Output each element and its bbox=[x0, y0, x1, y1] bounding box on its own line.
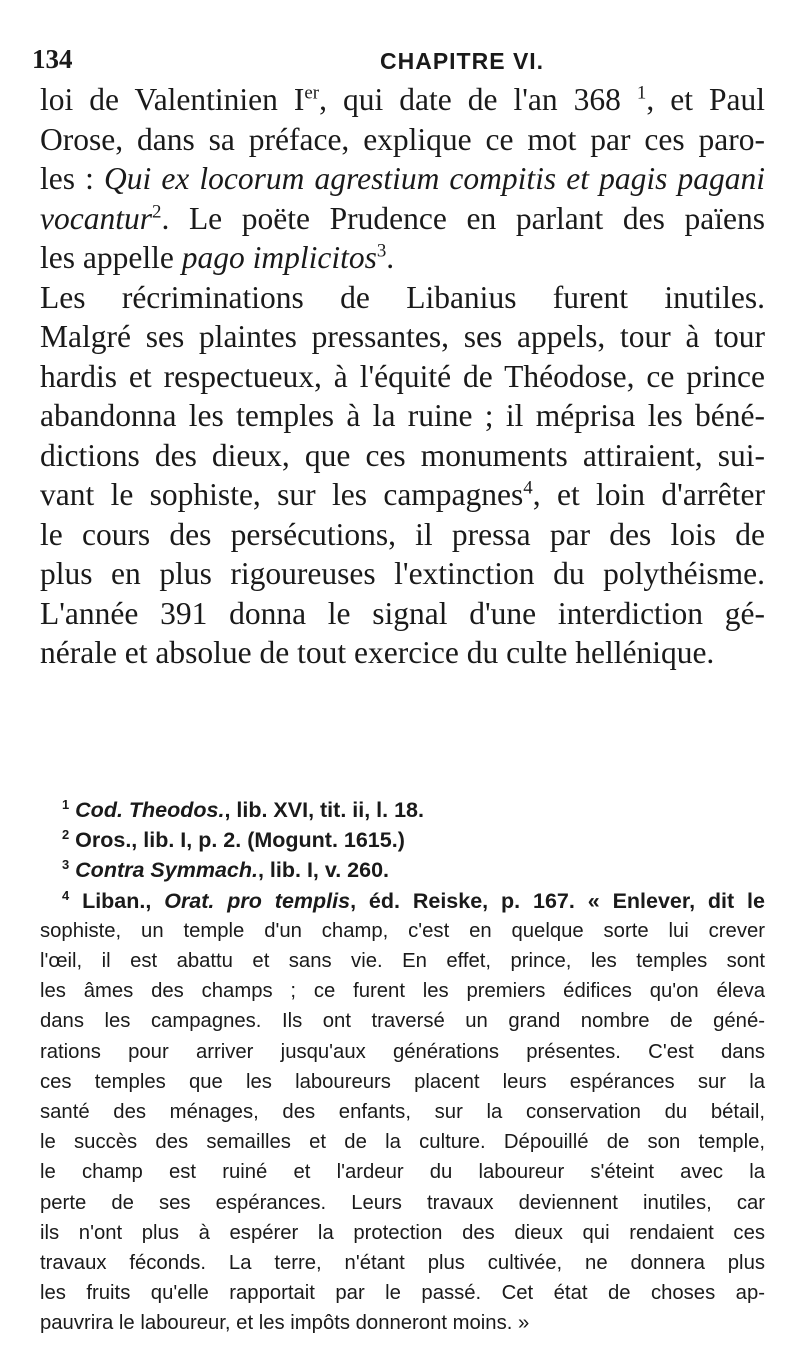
footnote-4-line: pauvrira le laboureur, et les impôts donneront moins. » bbox=[40, 1312, 530, 1335]
footnote-4-line: le champ est ruiné et l'ardeur du laboureur s'éteint avec la bbox=[40, 1161, 765, 1184]
chapter-title: CHAPITRE VI. bbox=[380, 48, 545, 74]
body-line-7: Malgré ses plaintes pressantes, ses appels, tour à tour bbox=[40, 319, 765, 354]
footnote-4-line: ils n'ont plus à espérer la protection des dieux qui rendaient ces bbox=[40, 1221, 765, 1244]
footnotes bbox=[40, 795, 765, 1339]
footnote-1: $^1$ Cod. Theodos., lib. XVI, tit. ii, l. 18. bbox=[62, 796, 424, 822]
footnote-4-line: ces temples que les laboureurs placent leurs espérances sur la bbox=[40, 1070, 765, 1093]
body-line-4: vocantur$^2$. Le poëte Prudence en parlant des païens bbox=[40, 200, 765, 236]
body-line-14: L'année 391 donna le signal d'une interdiction gé- bbox=[40, 595, 765, 631]
body-line-1: loi de Valentinien Ier, qui date de l'an 368 $^1$, et Paul bbox=[40, 82, 765, 117]
footnote-4-line: sophiste, un temple d'un champ, c'est en quelque sorte lui crever bbox=[40, 919, 765, 942]
footnote-4-line: perte de ses espérances. Leurs travaux deviennent inutiles, car bbox=[40, 1191, 765, 1214]
body-line-12: le cours des persécutions, il pressa par des lois de bbox=[40, 516, 765, 552]
footnote-4-head: $^4$ Liban., Orat. pro templis, éd. Reiske, p. 167. « Enlever, dit le bbox=[62, 887, 765, 913]
footnote-4-line: les fruits qu'elle rapportait par le passé. Cet état de choses ap- bbox=[40, 1282, 765, 1305]
main-text bbox=[40, 80, 765, 673]
footnote-4-line: dans les campagnes. Ils ont traversé un grand nombre de géné- bbox=[40, 1010, 765, 1033]
body-line-6: Les récriminations de Libanius furent inutiles. bbox=[40, 279, 765, 315]
footnote-4-line: l'œil, il est abattu et sans vie. En effet, prince, les temples sont bbox=[40, 950, 765, 973]
footnote-4-line: santé des ménages, des enfants, sur la conservation du bétail, bbox=[40, 1101, 765, 1124]
page-number: 134 bbox=[32, 44, 73, 74]
footnote-4-line: les âmes des champs ; ce furent les premiers édifices qu'on éleva bbox=[40, 980, 765, 1003]
footnote-2: $^2$ Oros., lib. I, p. 2. (Mogunt. 1615.) bbox=[62, 827, 405, 853]
body-line-5: les appelle pago implicitos$^3$. bbox=[40, 240, 395, 275]
body-line-10: dictions des dieux, que ces monuments attiraient, sui- bbox=[40, 437, 765, 473]
footnote-4-line: le succès des semailles et de la culture. Dépouillé de son temple, bbox=[40, 1131, 765, 1154]
body-line-8: hardis et respectueux, à l'équité de Théodose, ce prince bbox=[40, 358, 765, 394]
body-line-2: Orose, dans sa préface, explique ce mot par ces paro- bbox=[40, 121, 765, 157]
footnote-3: $^3$ Contra Symmach., lib. I, v. 260. bbox=[62, 857, 390, 883]
body-line-9: abandonna les temples à la ruine ; il méprisa les béné- bbox=[40, 398, 765, 433]
footnote-4-line: rations pour arriver jusqu'aux générations présentes. C'est dans bbox=[40, 1040, 765, 1063]
body-line-11: vant le sophiste, sur les campagnes$^4$, et loin d'arrêter bbox=[40, 477, 765, 512]
body-line-3: les : Qui ex locorum agrestium compitis et pagis pagani bbox=[40, 161, 765, 196]
body-line-15: nérale et absolue de tout exercice du culte hellénique. bbox=[40, 635, 715, 670]
body-line-13: plus en plus rigoureuses l'extinction du polythéisme. bbox=[40, 556, 765, 591]
footnote-4-line: travaux féconds. La terre, n'étant plus cultivée, ne donnera plus bbox=[40, 1252, 765, 1275]
